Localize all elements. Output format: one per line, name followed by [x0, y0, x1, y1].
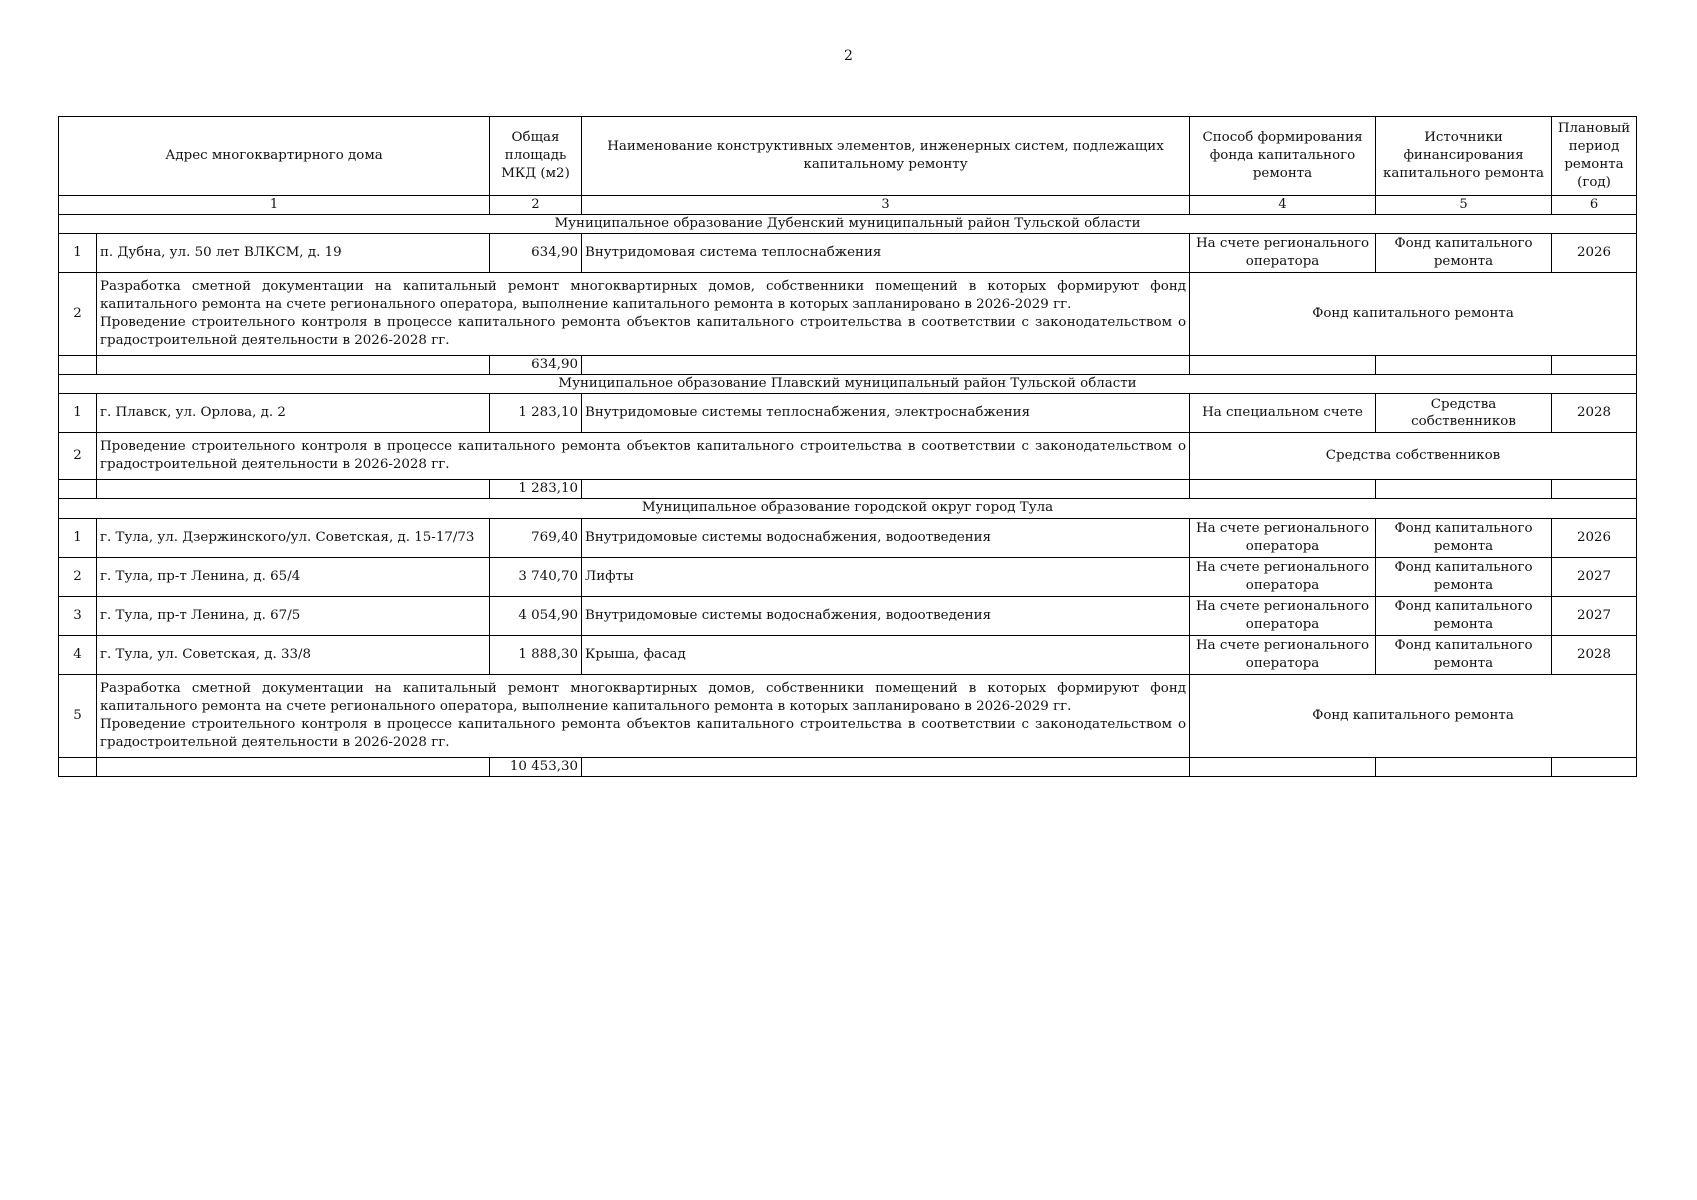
row-source: Фонд капитального ремонта: [1376, 518, 1552, 557]
row-year: 2028: [1552, 394, 1637, 433]
row-number: 5: [59, 674, 97, 757]
row-elements: Внутридомовые системы теплоснабжения, электроснабжения: [582, 394, 1190, 433]
empty-cell: [1376, 480, 1552, 499]
empty-cell: [1190, 480, 1376, 499]
section-title-row: [59, 375, 1637, 394]
section-total-area: 634,90: [490, 356, 582, 375]
section-total-area: 10 453,30: [490, 757, 582, 776]
row-description: [97, 272, 1190, 355]
table-row-extra: [59, 674, 1637, 757]
description-text: Проведение строительного контроля в процессе капитального ремонта объектов капитального строительства в соответствии с законодательством о градостроительной деятельности в 2026-2028 гг.: [100, 439, 1187, 473]
row-area: 634,90: [490, 233, 582, 272]
row-description: [97, 433, 1190, 480]
empty-cell: [1376, 356, 1552, 375]
row-number: 1: [59, 233, 97, 272]
table-row: [59, 518, 1637, 557]
empty-cell: [59, 356, 97, 375]
section-title-row: [59, 499, 1637, 518]
table-row: [59, 557, 1637, 596]
header-address: Адрес многоквартирного дома: [59, 117, 490, 196]
row-elements: Внутридомовая система теплоснабжения: [582, 233, 1190, 272]
row-year: 2027: [1552, 557, 1637, 596]
empty-cell: [1552, 356, 1637, 375]
empty-cell: [59, 757, 97, 776]
column-number: 2: [490, 196, 582, 215]
capital-repair-plan-table: [58, 116, 1637, 777]
row-area: 1 283,10: [490, 394, 582, 433]
row-elements: Внутридомовые системы водоснабжения, водоотведения: [582, 596, 1190, 635]
header-area: Общая площадь МКД (м2): [490, 117, 582, 196]
row-source: Средства собственников: [1190, 433, 1637, 480]
row-source: Средства собственников: [1376, 394, 1552, 433]
row-number: 2: [59, 557, 97, 596]
empty-cell: [1376, 757, 1552, 776]
row-source: Фонд капитального ремонта: [1376, 233, 1552, 272]
row-area: 1 888,30: [490, 635, 582, 674]
table-row-extra: [59, 433, 1637, 480]
section-total-row: [59, 480, 1637, 499]
row-number: 3: [59, 596, 97, 635]
description-text: Проведение строительного контроля в процессе капитального ремонта объектов капитального строительства в соответствии с законодательством о градостроительной деятельности в 2026-2028 гг.: [100, 716, 1187, 750]
row-elements: Лифты: [582, 557, 1190, 596]
header-elements: Наименование конструктивных элементов, инженерных систем, подлежащих капитальному ремонту: [582, 117, 1190, 196]
row-number: 1: [59, 394, 97, 433]
empty-cell: [97, 757, 490, 776]
empty-cell: [1552, 757, 1637, 776]
row-method: На специальном счете: [1190, 394, 1376, 433]
section-title-row: [59, 214, 1637, 233]
row-address: г. Тула, пр-т Ленина, д. 65/4: [97, 557, 490, 596]
empty-cell: [97, 480, 490, 499]
row-method: На счете регионального оператора: [1190, 233, 1376, 272]
row-elements: Внутридомовые системы водоснабжения, водоотведения: [582, 518, 1190, 557]
table-row-extra: [59, 272, 1637, 355]
row-elements: Крыша, фасад: [582, 635, 1190, 674]
row-area: 4 054,90: [490, 596, 582, 635]
description-text: Разработка сметной документации на капитальный ремонт многоквартирных домов, собственники помещений в которых формируют фонд капитального ремонта на счете регионального оператора, выполнение капитального ремонта в которых запланировано в 2026-2029 гг.: [100, 278, 1187, 312]
header-method: Способ формирования фонда капитального ремонта: [1190, 117, 1376, 196]
row-address: г. Плавск, ул. Орлова, д. 2: [97, 394, 490, 433]
section-title: Муниципальное образование городской округ город Тула: [59, 499, 1637, 518]
row-address: г. Тула, пр-т Ленина, д. 67/5: [97, 596, 490, 635]
row-method: На счете регионального оператора: [1190, 596, 1376, 635]
empty-cell: [1552, 480, 1637, 499]
table-header-row: [59, 117, 1637, 196]
table-row: [59, 596, 1637, 635]
header-period: Плановый период ремонта (год): [1552, 117, 1637, 196]
table-row: [59, 233, 1637, 272]
table-row: [59, 635, 1637, 674]
row-year: 2026: [1552, 518, 1637, 557]
section-title: Муниципальное образование Плавский муниципальный район Тульской области: [59, 375, 1637, 394]
row-area: 3 740,70: [490, 557, 582, 596]
empty-cell: [97, 356, 490, 375]
empty-cell: [582, 480, 1190, 499]
row-source: Фонд капитального ремонта: [1190, 272, 1637, 355]
row-source: Фонд капитального ремонта: [1376, 596, 1552, 635]
column-number: 1: [59, 196, 490, 215]
column-number: 3: [582, 196, 1190, 215]
section-total-area: 1 283,10: [490, 480, 582, 499]
row-number: 4: [59, 635, 97, 674]
row-address: г. Тула, ул. Дзержинского/ул. Советская, д. 15-17/73: [97, 518, 490, 557]
row-address: г. Тула, ул. Советская, д. 33/8: [97, 635, 490, 674]
column-number: 5: [1376, 196, 1552, 215]
description-text: Проведение строительного контроля в процессе капитального ремонта объектов капитального строительства в соответствии с законодательством о градостроительной деятельности в 2026-2028 гг.: [100, 314, 1187, 348]
row-year: 2028: [1552, 635, 1637, 674]
row-source: Фонд капитального ремонта: [1190, 674, 1637, 757]
column-number: 4: [1190, 196, 1376, 215]
empty-cell: [1190, 356, 1376, 375]
row-source: Фонд капитального ремонта: [1376, 557, 1552, 596]
row-method: На счете регионального оператора: [1190, 635, 1376, 674]
empty-cell: [1190, 757, 1376, 776]
header-sources: Источники финансирования капитального ремонта: [1376, 117, 1552, 196]
row-year: 2026: [1552, 233, 1637, 272]
row-method: На счете регионального оператора: [1190, 557, 1376, 596]
table-row: [59, 394, 1637, 433]
section-total-row: [59, 757, 1637, 776]
row-area: 769,40: [490, 518, 582, 557]
column-number: 6: [1552, 196, 1637, 215]
row-source: Фонд капитального ремонта: [1376, 635, 1552, 674]
row-number: 2: [59, 272, 97, 355]
empty-cell: [582, 356, 1190, 375]
row-year: 2027: [1552, 596, 1637, 635]
row-method: На счете регионального оператора: [1190, 518, 1376, 557]
empty-cell: [59, 480, 97, 499]
section-total-row: [59, 356, 1637, 375]
section-title: Муниципальное образование Дубенский муниципальный район Тульской области: [59, 214, 1637, 233]
column-numbers-row: [59, 196, 1637, 215]
page-number: 2: [844, 48, 853, 64]
row-description: [97, 674, 1190, 757]
description-text: Разработка сметной документации на капитальный ремонт многоквартирных домов, собственники помещений в которых формируют фонд капитального ремонта на счете регионального оператора, выполнение капитального ремонта в которых запланировано в 2026-2029 гг.: [100, 680, 1187, 714]
row-number: 2: [59, 433, 97, 480]
row-number: 1: [59, 518, 97, 557]
row-address: п. Дубна, ул. 50 лет ВЛКСМ, д. 19: [97, 233, 490, 272]
empty-cell: [582, 757, 1190, 776]
